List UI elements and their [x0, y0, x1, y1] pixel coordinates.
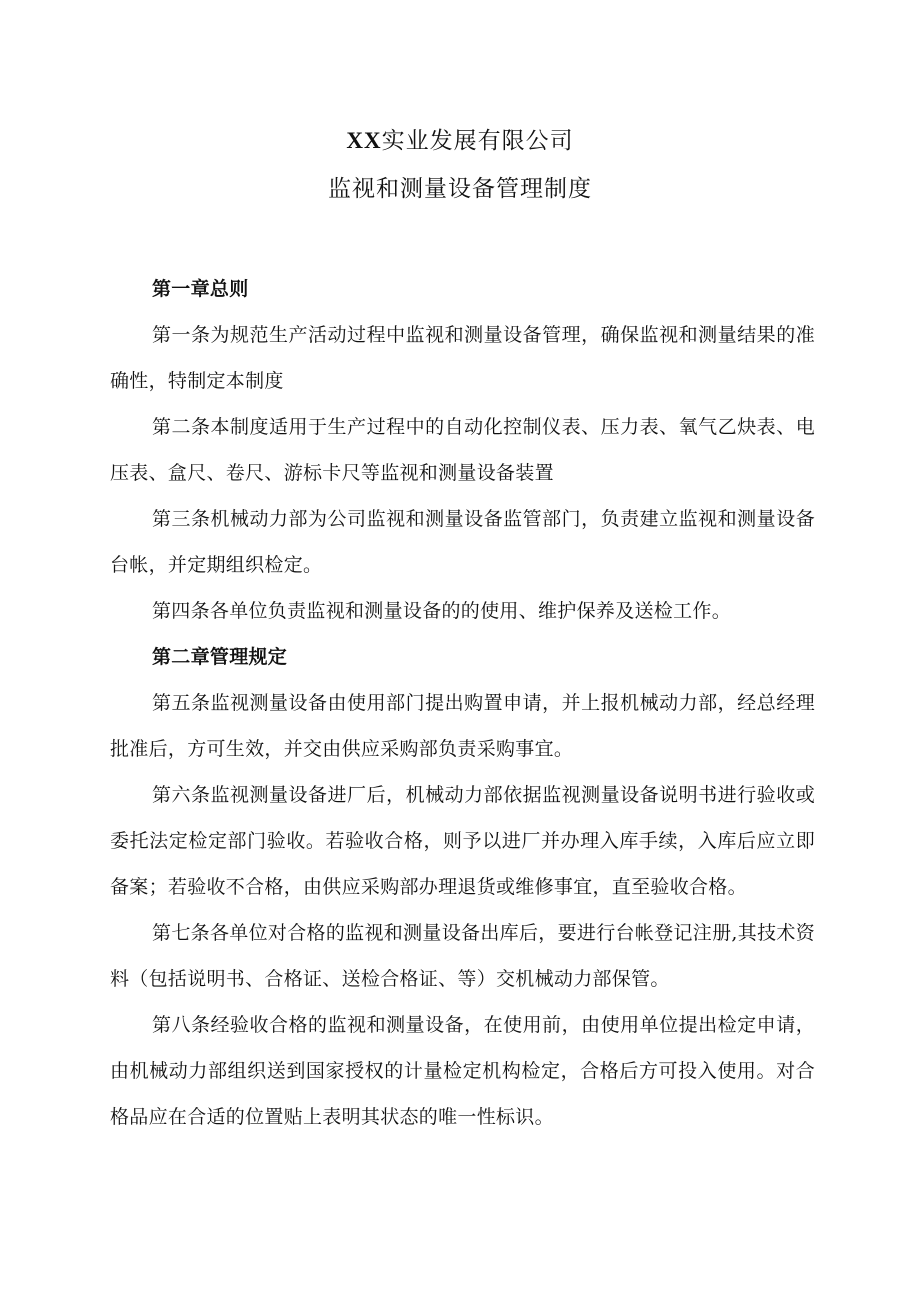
- article-1: 第一条为规范生产活动过程中监视和测量设备管理，确保监视和测量结果的准确性，特制定本制度: [110, 324, 815, 392]
- article-6: 第六条监视测量设备进厂后，机械动力部依据监视测量设备说明书进行验收或委托法定检定部门验收。若验收合格，则予以进厂并办理入库手续，入库后应立即备案；若验收不合格，由供应采购部办理退货或维修事宜，直至验收合格。: [110, 784, 815, 898]
- company-name: 实业发展有限公司: [381, 128, 574, 154]
- company-title: [0, 126, 920, 156]
- article-7: 第七条各单位对合格的监视和测量设备出库后，要进行台帐登记注册,其技术资料（包括说明书、合格证、送检合格证、等）交机械动力部保管。: [110, 922, 815, 990]
- document-title: 监视和测量设备管理制度: [328, 176, 592, 202]
- company-prefix: XX: [346, 128, 382, 153]
- chapter-heading: 第一章总则: [152, 278, 249, 300]
- document-body: [110, 266, 815, 1140]
- article-5: 第五条监视测量设备由使用部门提出购置申请，并上报机械动力部，经总经理批准后，方可生效，并交由供应采购部负责采购事宜。: [110, 692, 815, 760]
- article-4: 第四条各单位负责监视和测量设备的的使用、维护保养及送检工作。: [152, 600, 732, 622]
- article-3: 第三条机械动力部为公司监视和测量设备监管部门，负责建立监视和测量设备台帐，并定期组织检定。: [110, 508, 815, 576]
- article-8: 第八条经验收合格的监视和测量设备，在使用前，由使用单位提出检定申请，由机械动力部组织送到国家授权的计量检定机构检定，合格后方可投入使用。对合格品应在合适的位置贴上表明其状态的唯一性标识。: [110, 1014, 815, 1128]
- article-2: 第二条本制度适用于生产过程中的自动化控制仪表、压力表、氧气乙炔表、电压表、盒尺、卷尺、游标卡尺等监视和测量设备装置: [110, 416, 815, 484]
- chapter-heading: 第二章管理规定: [152, 646, 288, 668]
